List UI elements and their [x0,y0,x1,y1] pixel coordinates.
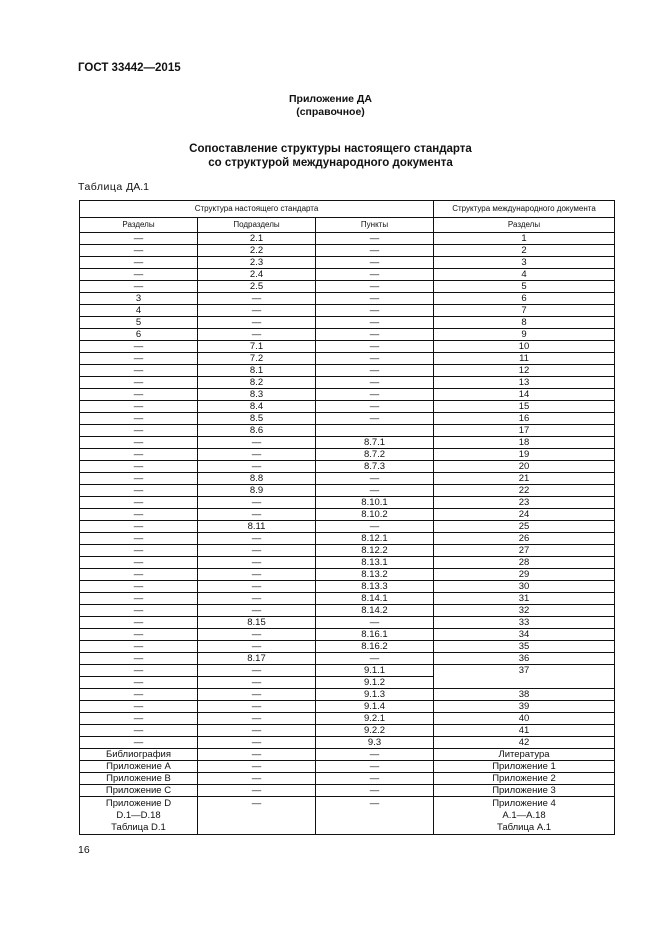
cell-clause: — [316,761,434,773]
table-row [80,701,615,713]
table-label-word: Таблица [78,181,123,193]
cell-section: — [80,377,198,389]
cell-subsection: 8.8 [198,473,316,485]
table-row [80,461,615,473]
cell-clause: 9.1.1 [316,665,434,677]
table-row [80,485,615,497]
cell-subsection: — [198,293,316,305]
cell-clause: — [316,521,434,533]
cell-intl-section-line: Приложение 4 [492,798,556,809]
cell-clause: — [316,329,434,341]
cell-section [80,797,198,835]
column-header-subsections: Подразделы [198,218,316,233]
cell-subsection: — [198,797,316,835]
table-row [80,593,615,605]
cell-subsection: — [198,449,316,461]
cell-intl-section: 11 [434,353,615,365]
cell-section: Приложение С [80,785,198,797]
table-row [80,329,615,341]
cell-intl-section: 18 [434,437,615,449]
cell-section: — [80,341,198,353]
cell-section: Библиография [80,749,198,761]
cell-clause: 9.1.4 [316,701,434,713]
table-row [80,737,615,749]
cell-intl-section: 35 [434,641,615,653]
cell-section: — [80,485,198,497]
cell-intl-section: 22 [434,485,615,497]
cell-clause: — [316,401,434,413]
cell-section: — [80,413,198,425]
cell-subsection: — [198,749,316,761]
cell-clause: 8.7.1 [316,437,434,449]
table-row [80,785,615,797]
table-row [80,281,615,293]
cell-subsection: 8.17 [198,653,316,665]
cell-intl-section: 10 [434,341,615,353]
cell-subsection: — [198,605,316,617]
page-number: 16 [78,844,90,856]
cell-clause: — [316,473,434,485]
cell-subsection: 8.11 [198,521,316,533]
cell-subsection: — [198,713,316,725]
cell-subsection: 8.15 [198,617,316,629]
table-row [80,581,615,593]
cell-clause: 8.14.1 [316,593,434,605]
table-row [80,437,615,449]
table-row [80,425,615,437]
table-row [80,509,615,521]
cell-subsection: 2.3 [198,257,316,269]
table-row [80,773,615,785]
cell-section: — [80,677,198,689]
cell-section: 3 [80,293,198,305]
cell-section-line: Приложение D [105,798,172,809]
cell-section: — [80,545,198,557]
cell-intl-section: 24 [434,509,615,521]
cell-section: — [80,557,198,569]
table-row [80,605,615,617]
cell-intl-section: 34 [434,629,615,641]
cell-subsection: 2.2 [198,245,316,257]
cell-intl-section: 39 [434,701,615,713]
cell-clause: — [316,485,434,497]
cell-section: — [80,665,198,677]
cell-intl-section: 4 [434,269,615,281]
cell-clause: 8.16.2 [316,641,434,653]
cell-intl-section: 31 [434,593,615,605]
cell-intl-section: 13 [434,377,615,389]
cell-clause: 8.7.2 [316,449,434,461]
table-row [80,353,615,365]
cell-intl-section: 33 [434,617,615,629]
cell-section: — [80,269,198,281]
cell-intl-section: 6 [434,293,615,305]
cell-section: — [80,497,198,509]
cell-clause: 8.13.2 [316,569,434,581]
cell-section: — [80,737,198,749]
cell-section-line: D.1—D.18 [116,810,161,821]
cell-subsection: — [198,737,316,749]
cell-clause: 8.10.1 [316,497,434,509]
cell-section: — [80,581,198,593]
cell-clause: 8.10.2 [316,509,434,521]
cell-subsection: 8.5 [198,413,316,425]
cell-section: — [80,257,198,269]
cell-clause: — [316,413,434,425]
table-row [80,641,615,653]
cell-intl-section: 36 [434,653,615,665]
cell-subsection: — [198,569,316,581]
cell-intl-section: 17 [434,425,615,437]
table-row [80,389,615,401]
cell-section: Приложение А [80,761,198,773]
cell-subsection: — [198,641,316,653]
group-header-standard: Структура настоящего стандарта [80,201,434,218]
cell-intl-section [434,797,615,835]
annex-subtitle: (справочное) [296,106,365,118]
cell-section: — [80,449,198,461]
cell-subsection: 8.2 [198,377,316,389]
cell-subsection: 7.1 [198,341,316,353]
cell-subsection: — [198,305,316,317]
cell-clause: 8.12.2 [316,545,434,557]
cell-subsection: — [198,509,316,521]
cell-section: Приложение В [80,773,198,785]
section-title-line-1: Сопоставление структуры настоящего стандарта [189,143,472,155]
cell-subsection: — [198,533,316,545]
cell-subsection: 2.4 [198,269,316,281]
cell-intl-section: 16 [434,413,615,425]
cell-intl-section: 1 [434,233,615,245]
cell-clause: 8.14.2 [316,605,434,617]
cell-intl-section: 29 [434,569,615,581]
column-header-clauses: Пункты [316,218,434,233]
cell-subsection: — [198,593,316,605]
cell-intl-section: 8 [434,317,615,329]
table-row [80,761,615,773]
comparison-table [79,200,615,835]
cell-section: — [80,533,198,545]
cell-section: — [80,617,198,629]
cell-intl-section: 30 [434,581,615,593]
cell-section: — [80,245,198,257]
cell-clause: — [316,353,434,365]
cell-section: — [80,713,198,725]
table-row [80,533,615,545]
cell-subsection: — [198,701,316,713]
cell-intl-section: 41 [434,725,615,737]
cell-subsection: — [198,437,316,449]
cell-subsection: 2.1 [198,233,316,245]
cell-section: — [80,593,198,605]
cell-subsection: 8.3 [198,389,316,401]
cell-subsection: — [198,557,316,569]
table-row [80,653,615,665]
table-row [80,293,615,305]
table-row [80,305,615,317]
cell-section: 6 [80,329,198,341]
cell-subsection: — [198,677,316,689]
cell-subsection: — [198,545,316,557]
cell-subsection: — [198,761,316,773]
cell-clause: — [316,245,434,257]
cell-section: — [80,629,198,641]
cell-clause: — [316,389,434,401]
cell-intl-section: Приложение 1 [434,761,615,773]
cell-subsection: — [198,725,316,737]
cell-intl-section: 26 [434,533,615,545]
cell-intl-section: 42 [434,737,615,749]
cell-clause: — [316,281,434,293]
cell-intl-section: 12 [434,365,615,377]
cell-intl-section: 2 [434,245,615,257]
table-row [80,557,615,569]
table-row [80,377,615,389]
cell-clause: — [316,317,434,329]
cell-section: — [80,569,198,581]
cell-clause: — [316,785,434,797]
cell-section: — [80,509,198,521]
table-row [80,521,615,533]
table-row [80,725,615,737]
cell-section: — [80,353,198,365]
cell-clause: — [316,305,434,317]
table-group-header-row [80,201,615,218]
column-header-sections: Разделы [80,218,198,233]
cell-section: — [80,461,198,473]
cell-clause: — [316,257,434,269]
cell-intl-section: 27 [434,545,615,557]
cell-subsection: — [198,317,316,329]
cell-section: — [80,473,198,485]
cell-subsection: 8.9 [198,485,316,497]
section-title-line-2: со структурой международного документа [208,157,453,169]
cell-clause: 9.3 [316,737,434,749]
cell-clause: 8.13.3 [316,581,434,593]
cell-section: — [80,425,198,437]
cell-section: — [80,701,198,713]
cell-intl-section-line: Таблица А.1 [496,822,552,833]
document-code: ГОСТ 33442—2015 [78,62,181,74]
cell-intl-section: 40 [434,713,615,725]
table-row [80,749,615,761]
table-row [80,269,615,281]
cell-clause: — [316,341,434,353]
cell-intl-section: 38 [434,689,615,701]
cell-clause: — [316,269,434,281]
cell-section: 5 [80,317,198,329]
cell-clause: — [316,653,434,665]
table-row [80,245,615,257]
table-row [80,689,615,701]
cell-clause: 9.1.3 [316,689,434,701]
cell-subsection: — [198,581,316,593]
cell-intl-section: Приложение 3 [434,785,615,797]
table-row [80,797,615,835]
cell-section: — [80,365,198,377]
table-body [80,233,615,835]
cell-section: — [80,689,198,701]
cell-clause: 9.2.1 [316,713,434,725]
cell-intl-section: 15 [434,401,615,413]
cell-subsection: — [198,461,316,473]
cell-section: — [80,401,198,413]
table-row [80,545,615,557]
cell-clause: — [316,797,434,835]
cell-clause: 8.16.1 [316,629,434,641]
table-row [80,569,615,581]
table-label [78,181,149,193]
column-header-intl-sections: Разделы [434,218,615,233]
section-title [0,142,661,170]
cell-intl-section: 7 [434,305,615,317]
table-row [80,449,615,461]
cell-subsection: 8.4 [198,401,316,413]
cell-subsection: — [198,665,316,677]
cell-intl-section: 25 [434,521,615,533]
table-row [80,665,615,677]
cell-section: — [80,725,198,737]
group-header-international: Структура международного документа [434,201,615,218]
cell-intl-section: 37 [434,665,615,689]
cell-intl-section: 5 [434,281,615,293]
cell-clause: — [316,293,434,305]
table-row [80,473,615,485]
table-label-number: ДА.1 [126,181,149,193]
cell-intl-section: 28 [434,557,615,569]
cell-intl-section: 20 [434,461,615,473]
table-row [80,341,615,353]
cell-section: — [80,389,198,401]
table-row [80,713,615,725]
cell-subsection: — [198,629,316,641]
cell-clause: 9.2.2 [316,725,434,737]
table-row [80,257,615,269]
table-row [80,497,615,509]
cell-clause: — [316,617,434,629]
cell-subsection: 8.6 [198,425,316,437]
cell-section: — [80,653,198,665]
table-row [80,617,615,629]
cell-clause: 8.12.1 [316,533,434,545]
cell-subsection: 2.5 [198,281,316,293]
cell-subsection: — [198,773,316,785]
cell-subsection: — [198,785,316,797]
cell-subsection: 7.2 [198,353,316,365]
cell-clause: 8.13.1 [316,557,434,569]
cell-section: 4 [80,305,198,317]
annex-title: Приложение ДА [289,93,372,105]
cell-clause: — [316,365,434,377]
table-column-header-row [80,218,615,233]
cell-subsection: — [198,329,316,341]
table-row [80,401,615,413]
cell-intl-section: Приложение 2 [434,773,615,785]
cell-intl-section: 21 [434,473,615,485]
table-row [80,629,615,641]
cell-clause: — [316,773,434,785]
cell-intl-section: 32 [434,605,615,617]
cell-clause: — [316,233,434,245]
cell-clause: — [316,749,434,761]
cell-subsection: — [198,689,316,701]
cell-intl-section: Литература [434,749,615,761]
cell-clause [316,425,434,437]
cell-intl-section-line: А.1—А.18 [502,810,546,821]
cell-clause: 9.1.2 [316,677,434,689]
cell-section: — [80,521,198,533]
cell-clause: — [316,377,434,389]
cell-section: — [80,281,198,293]
cell-subsection: 8.1 [198,365,316,377]
cell-clause: 8.7.3 [316,461,434,473]
cell-section: — [80,233,198,245]
cell-section: — [80,605,198,617]
table-row [80,413,615,425]
table-row [80,365,615,377]
table-row [80,233,615,245]
cell-section: — [80,437,198,449]
cell-section: — [80,641,198,653]
cell-intl-section: 19 [434,449,615,461]
cell-intl-section: 23 [434,497,615,509]
cell-intl-section: 9 [434,329,615,341]
table-row [80,317,615,329]
cell-intl-section: 14 [434,389,615,401]
cell-section-line: Таблица D.1 [111,822,166,833]
cell-intl-section: 3 [434,257,615,269]
cell-subsection: — [198,497,316,509]
